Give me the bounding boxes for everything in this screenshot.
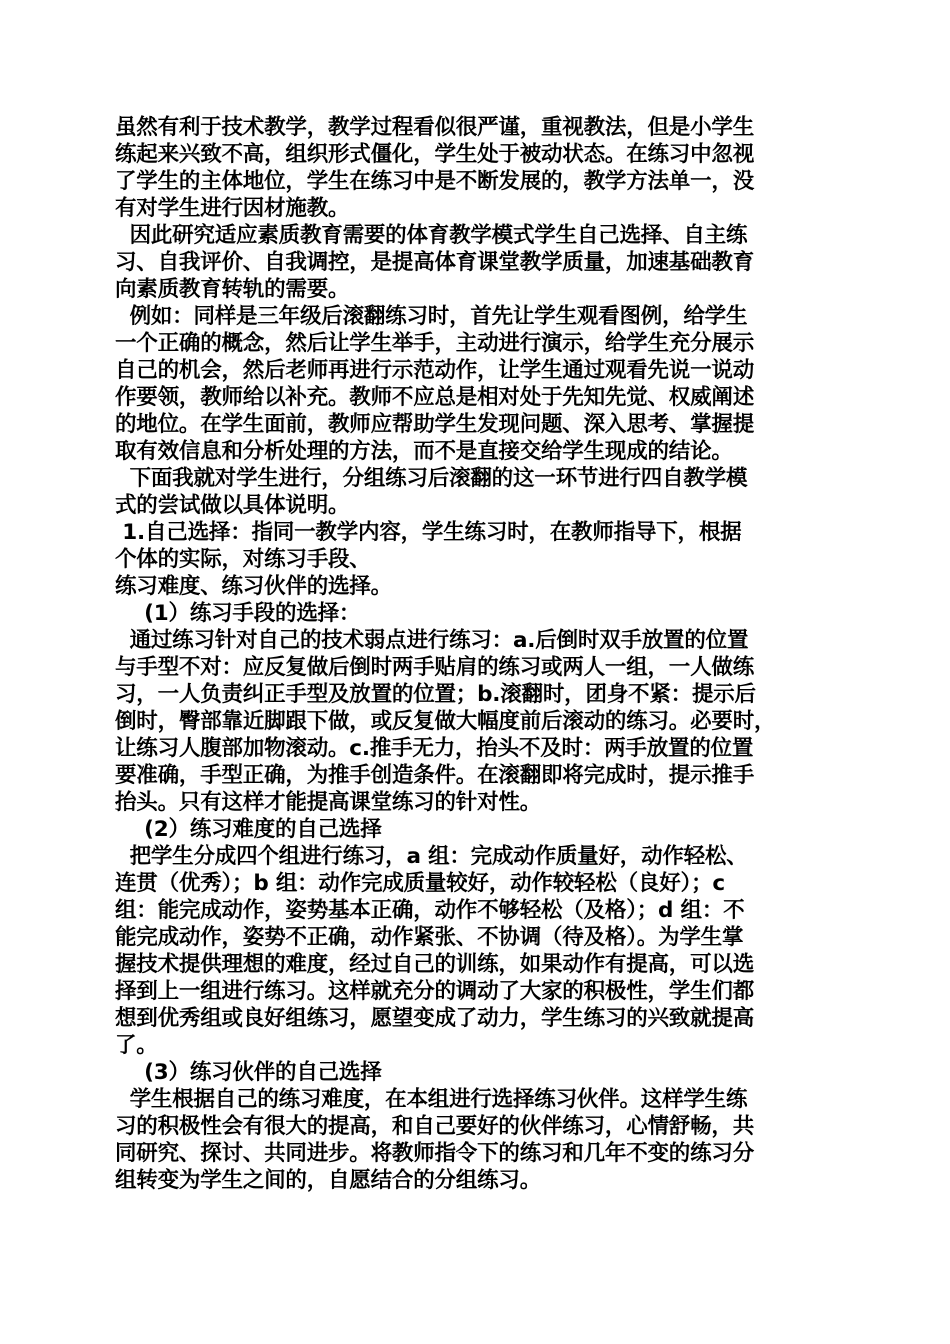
text-line: (1）练习手段的选择： <box>115 601 361 626</box>
text-line: 式的尝试做以具体说明。 <box>115 493 350 518</box>
text-line: 自己的机会，然后老师再进行示范动作，让学生通过观看先说一说动 <box>115 358 755 383</box>
text-line: 同研究、探讨、共同进步。将教师指令下的练习和几年不变的练习分 <box>115 1141 755 1166</box>
text-line: 组转变为学生之间的，自愿结合的分组练习。 <box>115 1168 542 1193</box>
text-line: 组：能完成动作，姿势基本正确，动作不够轻松（及格）；d 组：不 <box>115 898 745 923</box>
text-line: 握技术提供理想的难度，经过自己的训练，如果动作有提高，可以选 <box>115 952 755 977</box>
text-line: 向素质教育转轨的需要。 <box>115 277 350 302</box>
text-line: 练起来兴致不高，组织形式僵化，学生处于被动状态。在练习中忽视 <box>115 142 755 167</box>
text-line: 个体的实际，对练习手段、 <box>115 547 371 572</box>
text-line: 作要领，教师给以补充。教师不应总是相对处于先知先觉、权威阐述 <box>115 385 755 410</box>
text-line: 习、自我评价、自我调控，是提高体育课堂教学质量，加速基础教育 <box>115 250 755 275</box>
text-line: 一个正确的概念，然后让学生举手，主动进行演示，给学生充分展示 <box>115 331 755 356</box>
text-line: 了。 <box>115 1033 158 1058</box>
text-line: 取有效信息和分析处理的方法，而不是直接交给学生现成的结论。 <box>115 439 733 464</box>
text-line: 1.自己选择：指同一教学内容，学生练习时，在教师指导下，根据 <box>115 520 742 545</box>
text-line: 有对学生进行因材施教。 <box>115 196 350 221</box>
document-body <box>115 114 855 1194</box>
text-line: 例如：同样是三年级后滚翻练习时，首先让学生观看图例，给学生 <box>115 304 748 329</box>
text-line: 把学生分成四个组进行练习，a 组：完成动作质量好，动作轻松、 <box>115 844 748 869</box>
text-line: (3）练习伙伴的自己选择 <box>115 1060 382 1085</box>
text-line: 要准确，手型正确，为推手创造条件。在滚翻即将完成时，提示推手 <box>115 763 755 788</box>
text-line: 习，一人负责纠正手型及放置的位置；b.滚翻时，团身不紧：提示后 <box>115 682 756 707</box>
text-line: 与手型不对：应反复做后倒时两手贴肩的练习或两人一组，一人做练 <box>115 655 755 680</box>
text-line: 习的积极性会有很大的提高，和自己要好的伙伴练习，心情舒畅，共 <box>115 1114 755 1139</box>
text-line: 学生根据自己的练习难度，在本组进行选择练习伙伴。这样学生练 <box>115 1087 748 1112</box>
text-line: 了学生的主体地位，学生在练习中是不断发展的，教学方法单一，没 <box>115 169 755 194</box>
text-line: 让练习人腹部加物滚动。c.推手无力，抬头不及时：两手放置的位置 <box>115 736 754 761</box>
text-line: 下面我就对学生进行，分组练习后滚翻的这一环节进行四自教学模 <box>115 466 748 491</box>
text-line: 通过练习针对自己的技术弱点进行练习：a.后倒时双手放置的位置 <box>115 628 749 653</box>
text-line: 的地位。在学生面前，教师应帮助学生发现问题、深入思考、掌握提 <box>115 412 755 437</box>
text-line: 倒时，臀部靠近脚跟下做，或反复做大幅度前后滚动的练习。必要时， <box>115 709 776 734</box>
text-line: 择到上一组进行练习。这样就充分的调动了大家的积极性，学生们都 <box>115 979 755 1004</box>
text-line: 连贯（优秀）；b 组：动作完成质量较好，动作较轻松（良好）；c <box>115 871 725 896</box>
text-line: (2）练习难度的自己选择 <box>115 817 382 842</box>
text-line: 能完成动作，姿势不正确，动作紧张、不协调（待及格）。为学生掌 <box>115 925 744 950</box>
text-line: 虽然有利于技术教学，教学过程看似很严谨，重视教法，但是小学生 <box>115 115 755 140</box>
text-line: 练习难度、练习伙伴的选择。 <box>115 574 392 599</box>
text-line: 因此研究适应素质教育需要的体育教学模式学生自己选择、自主练 <box>115 223 748 248</box>
text-line: 想到优秀组或良好组练习，愿望变成了动力，学生练习的兴致就提高 <box>115 1006 755 1031</box>
text-line: 抬头。只有这样才能提高课堂练习的针对性。 <box>115 790 542 815</box>
